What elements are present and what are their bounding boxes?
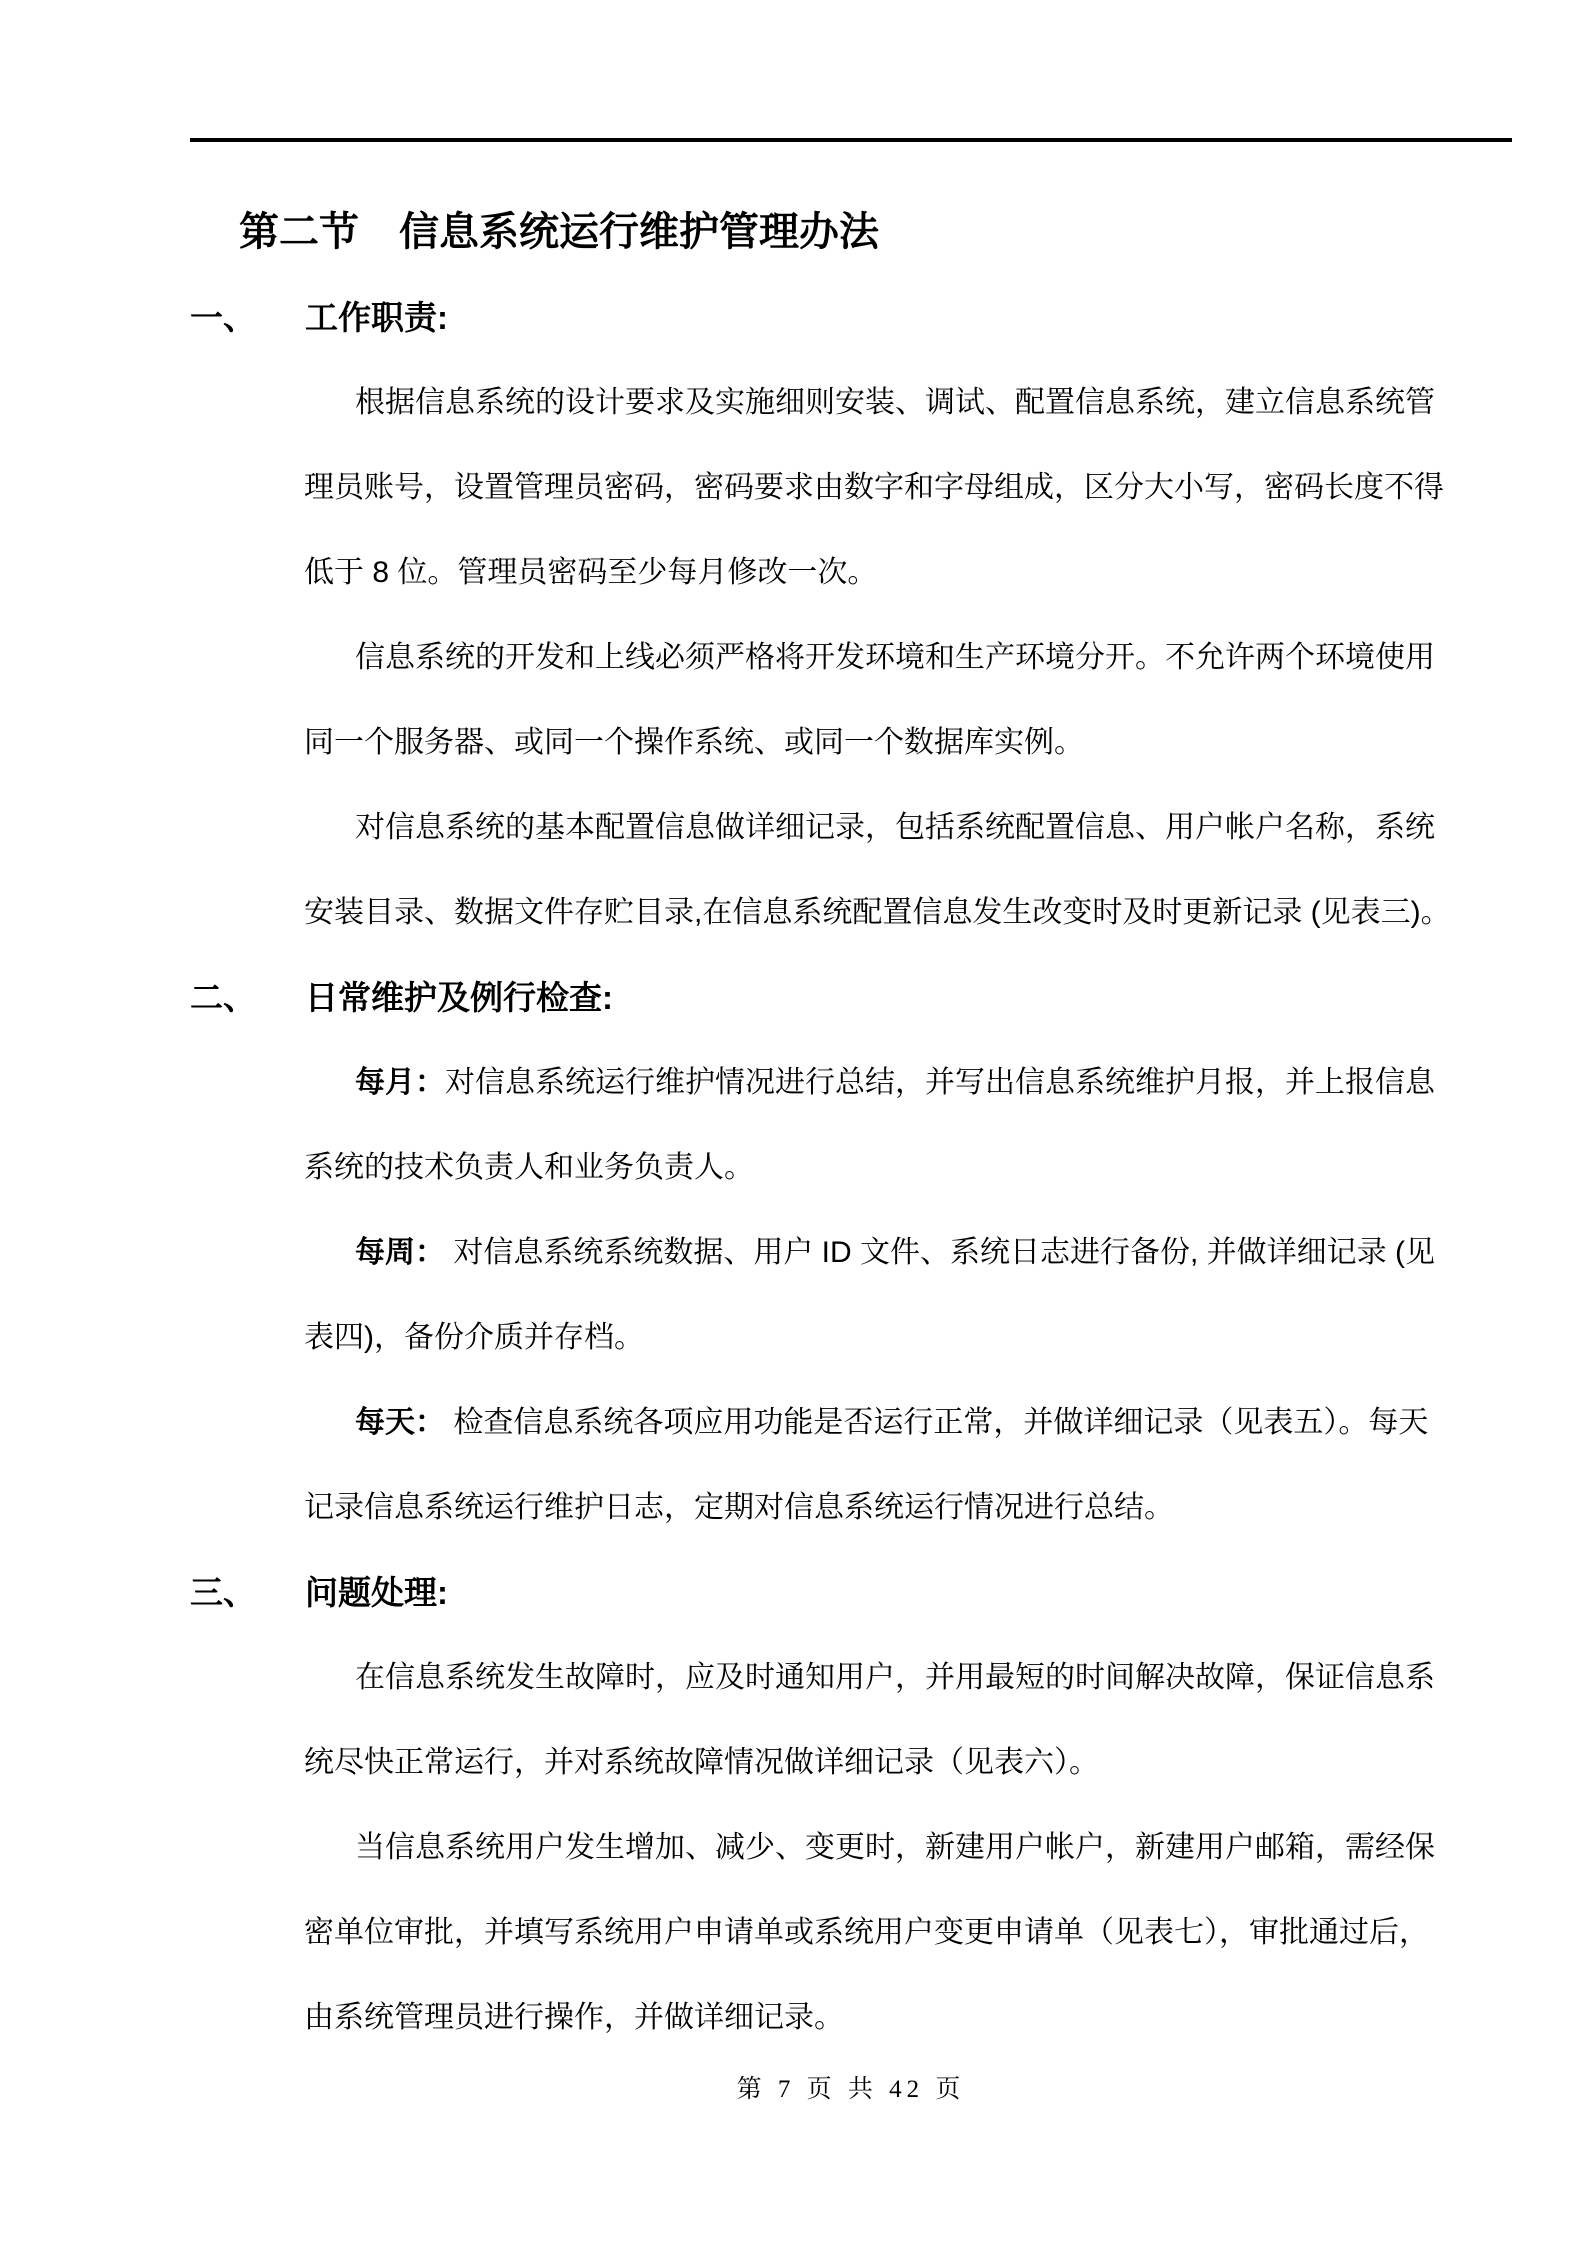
section-heading-2 [190, 955, 1512, 1040]
paragraph-line: 安装目录、数据文件存贮目录,在信息系统配置信息发生改变时及时更新记录 (见表三)。 [304, 896, 1451, 929]
section-marker: 二、 [190, 979, 256, 1016]
paragraph-line: 低于 8 位。管理员密码至少每月修改一次。 [304, 556, 878, 589]
paragraph-line: 根据信息系统的设计要求及实施细则安装、调试、配置信息系统，建立信息系统管 [355, 386, 1435, 419]
paragraph-line [304, 1040, 1512, 1125]
section-heading-3 [190, 1550, 1512, 1635]
section-heading-label: 日常维护及例行检查: [305, 979, 613, 1016]
section-heading-1 [190, 275, 1512, 360]
paragraph-line: 信息系统的开发和上线必须严格将开发环境和生产环境分开。不允许两个环境使用 [355, 641, 1435, 674]
document-content [190, 190, 1512, 2060]
section-marker: 三、 [190, 1574, 256, 1611]
paragraph-line: 理员账号，设置管理员密码，密码要求由数字和字母组成，区分大小写，密码长度不得 [304, 471, 1444, 504]
paragraph-line: 同一个服务器、或同一个操作系统、或同一个数据库实例。 [304, 726, 1084, 759]
header-rule [190, 138, 1512, 142]
paragraph-line: 由系统管理员进行操作，并做详细记录。 [304, 2001, 844, 2034]
schedule-label-monthly: 每月： [355, 1066, 445, 1099]
section-marker: 一、 [190, 299, 256, 336]
section-heading-label: 工作职责: [305, 299, 448, 336]
paragraph-line: 统尽快正常运行，并对系统故障情况做详细记录（见表六）。 [304, 1746, 1099, 1779]
paragraph-text: 对信息系统系统数据、用户 ID 文件、系统日志进行备份, 并做详细记录 (见 [445, 1236, 1435, 1269]
paragraph-text: 检查信息系统各项应用功能是否运行正常，并做详细记录（见表五）。每天 [445, 1406, 1429, 1439]
section-body-3 [304, 1635, 1512, 2060]
paragraph-line: 表四)，备份介质并存档。 [304, 1321, 644, 1354]
paragraph-line: 对信息系统的基本配置信息做详细记录，包括系统配置信息、用户帐户名称，系统 [355, 811, 1435, 844]
paragraph-line: 密单位审批，并填写系统用户申请单或系统用户变更申请单（见表七），审批通过后， [304, 1916, 1429, 1949]
schedule-label-weekly: 每周： [355, 1236, 445, 1269]
paragraph-line [304, 1210, 1512, 1295]
paragraph-line: 当信息系统用户发生增加、减少、变更时，新建用户帐户，新建用户邮箱，需经保 [355, 1831, 1435, 1864]
page-footer: 第 7 页 共 42 页 [736, 2076, 966, 2103]
paragraph-line [304, 1380, 1512, 1465]
page-title: 第二节 信息系统运行维护管理办法 [239, 210, 879, 254]
paragraph-text: 对信息系统运行维护情况进行总结，并写出信息系统维护月报，并上报信息 [445, 1066, 1435, 1099]
schedule-label-daily: 每天： [355, 1406, 445, 1439]
paragraph-line: 记录信息系统运行维护日志，定期对信息系统运行情况进行总结。 [304, 1491, 1174, 1524]
section-body-1 [304, 360, 1512, 955]
section-body-2 [304, 1040, 1512, 1550]
paragraph-line: 在信息系统发生故障时，应及时通知用户，并用最短的时间解决故障，保证信息系 [355, 1661, 1435, 1694]
paragraph-line: 系统的技术负责人和业务负责人。 [304, 1151, 754, 1184]
section-heading-label: 问题处理: [305, 1574, 448, 1611]
